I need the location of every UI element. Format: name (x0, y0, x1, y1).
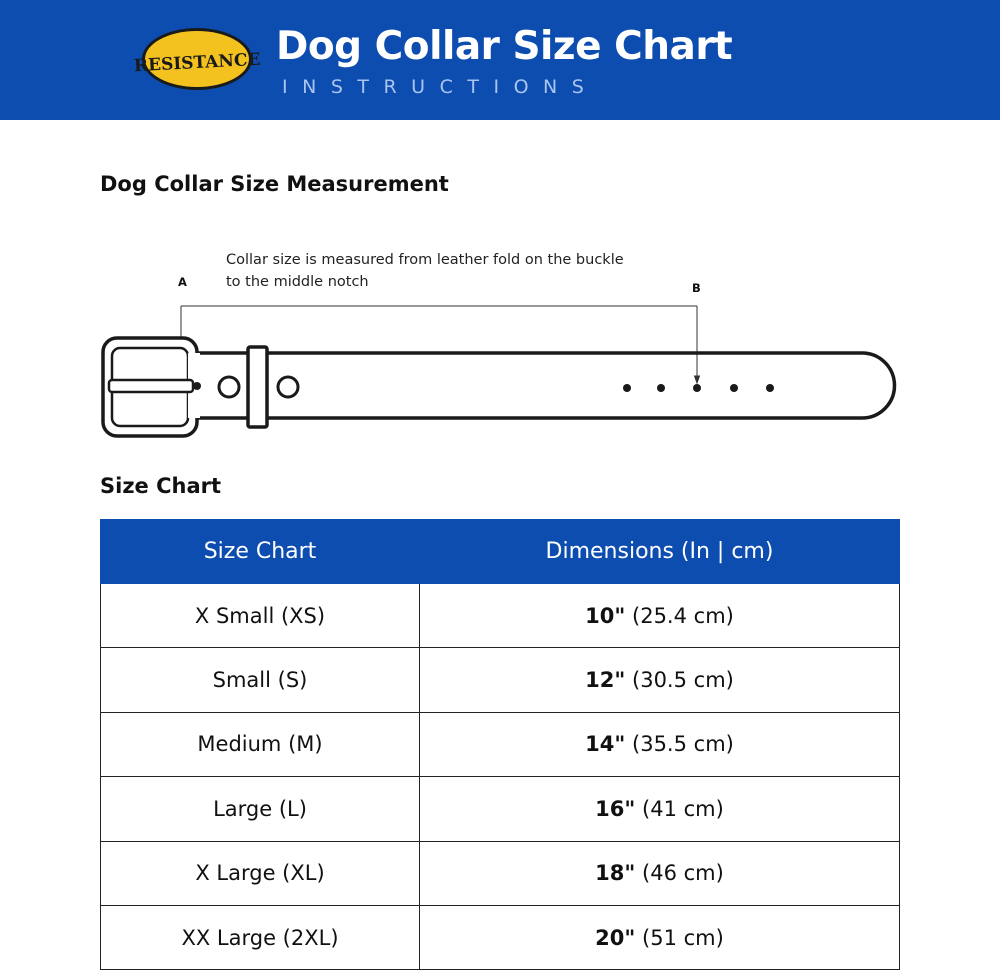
size-chart-table (100, 519, 900, 970)
page-title: Dog Collar Size Chart (276, 24, 733, 69)
measurement-note-line2: to the middle notch (226, 274, 369, 290)
buckle-tongue (109, 380, 193, 392)
table-row (101, 841, 900, 905)
inches-value: 12" (585, 668, 626, 693)
keeper-loop (248, 347, 267, 427)
size-cell: X Small (XS) (101, 584, 420, 648)
cm-value: (35.5 cm) (632, 732, 734, 757)
cm-value: (25.4 cm) (632, 603, 734, 628)
table-row (101, 584, 900, 648)
collar-diagram (0, 290, 1000, 450)
inches-value: 10" (585, 603, 626, 628)
dimension-cell (420, 648, 900, 712)
dimension-cell (420, 841, 900, 905)
size-cell: Medium (M) (101, 712, 420, 776)
column-header-dimensions: Dimensions (In | cm) (420, 520, 900, 584)
logo-text: RESISTANCE (133, 49, 261, 77)
marker-b-label: B (692, 281, 701, 295)
cm-value: (41 cm) (642, 796, 724, 821)
strap-hole (219, 377, 239, 397)
measurement-note (226, 249, 624, 293)
size-cell: XX Large (2XL) (101, 905, 420, 969)
dimension-cell (420, 777, 900, 841)
table-row (101, 777, 900, 841)
strap-hole (278, 377, 298, 397)
dimension-cell (420, 712, 900, 776)
cm-value: (30.5 cm) (632, 668, 734, 693)
size-cell: Small (S) (101, 648, 420, 712)
table-row (101, 648, 900, 712)
measurement-note-line1: Collar size is measured from leather fold on the buckle (226, 252, 624, 268)
page-subtitle: INSTRUCTIONS (282, 76, 599, 98)
table-header-row (101, 520, 900, 584)
inches-value: 18" (595, 861, 636, 886)
dimension-cell (420, 584, 900, 648)
header-banner (0, 0, 1000, 120)
table-row (101, 905, 900, 969)
table-row (101, 712, 900, 776)
inches-value: 20" (595, 925, 636, 950)
notch-holes (623, 384, 774, 392)
measurement-heading: Dog Collar Size Measurement (100, 172, 449, 196)
inches-value: 14" (585, 732, 626, 757)
marker-a-label: A (178, 275, 187, 289)
resistance-logo (133, 27, 261, 91)
size-cell: Large (L) (101, 777, 420, 841)
inches-value: 16" (595, 796, 636, 821)
size-chart-heading: Size Chart (100, 474, 222, 498)
cm-value: (46 cm) (642, 861, 724, 886)
cm-value: (51 cm) (642, 925, 724, 950)
dimension-cell (420, 905, 900, 969)
column-header-size: Size Chart (101, 520, 420, 584)
size-cell: X Large (XL) (101, 841, 420, 905)
